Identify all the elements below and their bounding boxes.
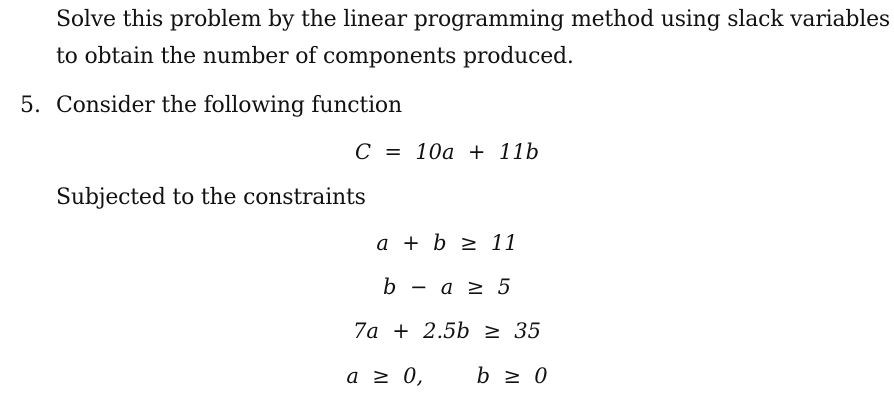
problem-statement: Consider the following function: [56, 93, 402, 118]
constraints-intro: Subjected to the constraints: [56, 185, 366, 210]
intro-line-2: to obtain the number of components produced.: [56, 44, 574, 69]
constraint-1: a + b ≥ 11: [376, 231, 518, 255]
constraint-2: b − a ≥ 5: [383, 275, 511, 299]
constraint-3: 7a + 2.5b ≥ 35: [352, 319, 542, 343]
constraint-nonnegativity: a ≥ 0, b ≥ 0: [346, 364, 548, 388]
intro-line-1: Solve this problem by the linear programming method using slack variables: [56, 7, 891, 32]
objective-function: C = 10a + 11b: [354, 140, 540, 164]
problem-number: 5.: [20, 93, 41, 118]
